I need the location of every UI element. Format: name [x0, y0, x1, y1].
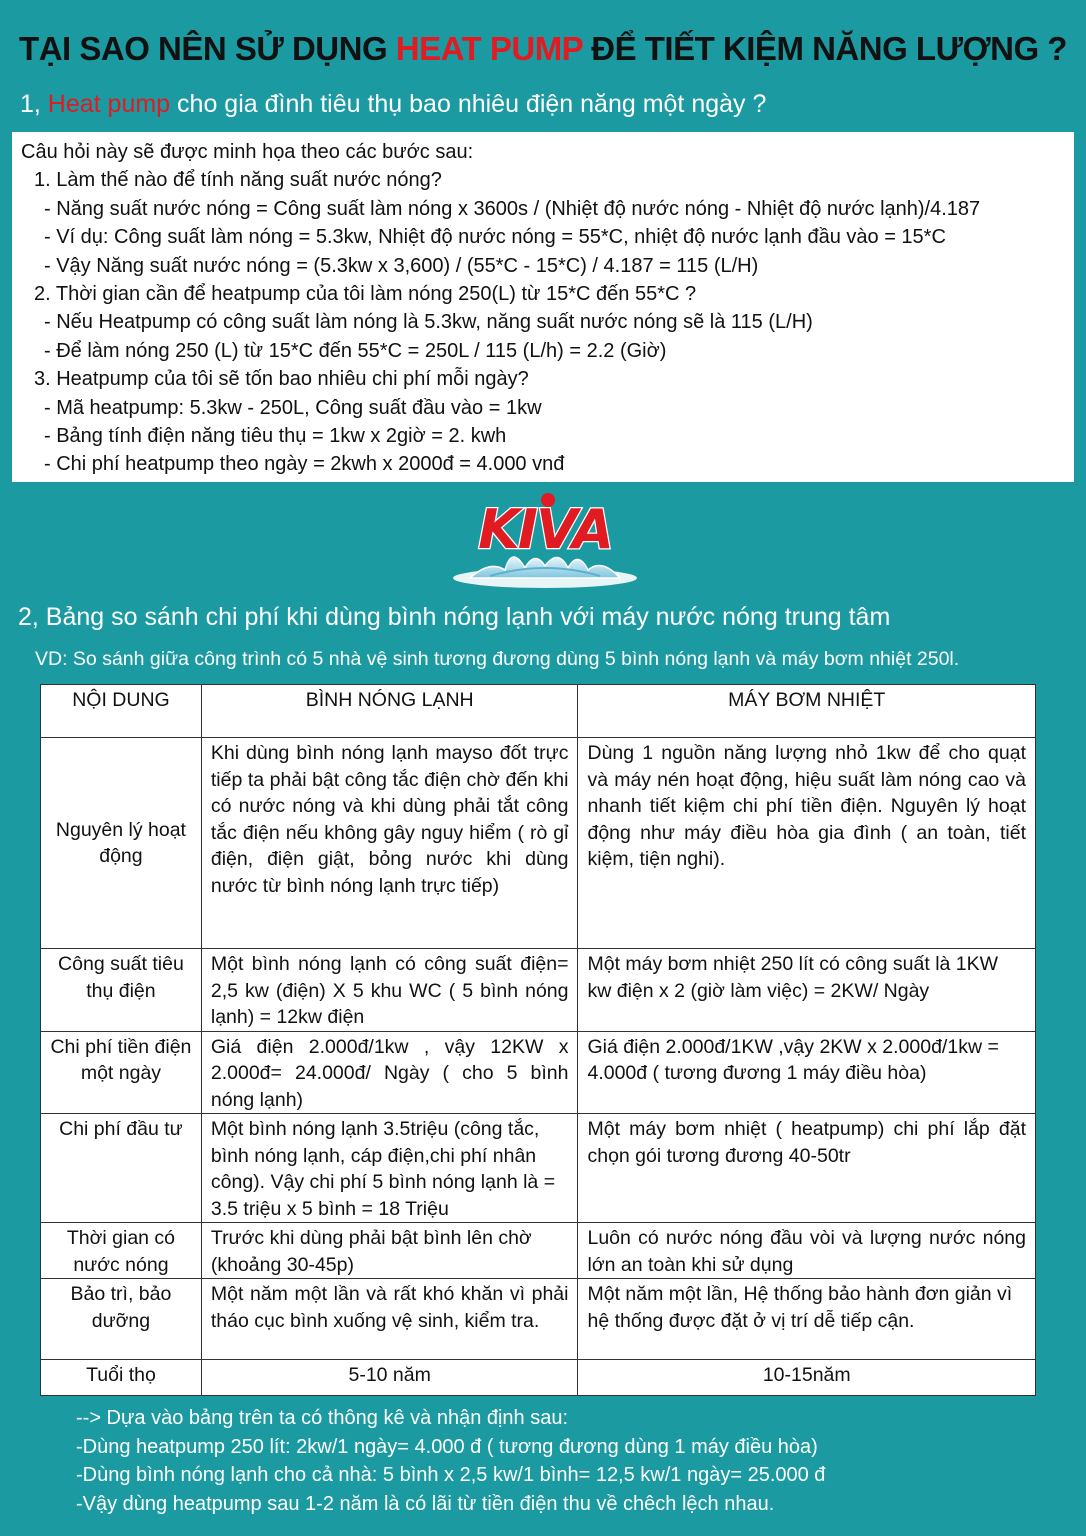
calc-line: - Ví dụ: Công suất làm nóng = 5.3kw, Nhiệt độ nước nóng = 55*C, nhiệt độ nước lạnh đầu vào = 15*C: [44, 226, 946, 249]
table-header: MÁY BƠM NHIỆT: [578, 685, 1036, 738]
calc-line: 1. Làm thế nào để tính năng suất nước nóng?: [34, 169, 442, 192]
table-cell: 5-10 năm: [201, 1360, 578, 1396]
conclusion-line: -Vậy dùng heatpump sau 1-2 năm là có lãi từ tiền điện thu về chêch lệch nhau.: [76, 1492, 775, 1515]
table-row: [41, 1223, 1036, 1279]
page-title: [0, 30, 1086, 68]
title-prefix: TẠI SAO NÊN SỬ DỤNG: [19, 30, 396, 67]
table-row: [41, 1360, 1036, 1396]
calc-line: - Năng suất nước nóng = Công suất làm nóng x 3600s / (Nhiệt độ nước nóng - Nhiệt độ nước lạnh)/4.187: [44, 197, 981, 220]
table-cell: Thời gian có nước nóng: [41, 1223, 202, 1279]
table-header: BÌNH NÓNG LẠNH: [201, 685, 578, 738]
title-suffix: ĐỂ TIẾT KIỆM NĂNG LƯỢNG ?: [582, 30, 1067, 67]
table-cell: Một máy bơm nhiệt ( heatpump) chi phí lắp đặt chọn gói tương đương 40-50tr: [578, 1114, 1036, 1223]
section2-example: VD: So sánh giữa công trình có 5 nhà vệ sinh tương đương dùng 5 bình nóng lạnh và máy bơm nhiệt 250l.: [35, 648, 960, 670]
kiva-logo-text: KIVA: [478, 498, 612, 561]
conclusions: [76, 1404, 825, 1518]
table-cell: Nguyên lý hoạt động: [41, 738, 202, 949]
table-cell: Chi phí tiền điện một ngày: [41, 1031, 202, 1114]
comparison-table: [40, 684, 1036, 1396]
calc-line: 3. Heatpump của tôi sẽ tốn bao nhiêu chi phí mỗi ngày?: [34, 368, 529, 391]
table-row: [41, 1031, 1036, 1114]
table-cell: Một bình nóng lạnh 3.5triệu (công tắc, bình nóng lạnh, cáp điện,chi phí nhân công). Vậy chi phí 5 bình nóng lạnh là = 3.5 triệu x 5 bình = 18 Triệu: [201, 1114, 578, 1223]
table-cell: Luôn có nước nóng đầu vòi và lượng nước nóng lớn an toàn khi sử dụng: [578, 1223, 1036, 1279]
table-cell: Tuổi thọ: [41, 1360, 202, 1396]
conclusion-line: -Dùng heatpump 250 lít: 2kw/1 ngày= 4.000 đ ( tương đương dùng 1 máy điều hòa): [76, 1435, 818, 1458]
table-cell: 10-15năm: [578, 1360, 1036, 1396]
calc-line: - Mã heatpump: 5.3kw - 250L, Công suất đầu vào = 1kw: [44, 396, 542, 419]
table-cell: Công suất tiêu thụ điện: [41, 949, 202, 1032]
section1-highlight: Heat pump: [47, 90, 171, 118]
section1-prefix: 1,: [20, 90, 48, 118]
calc-line: - Chi phí heatpump theo ngày = 2kwh x 2000đ = 4.000 vnđ: [44, 453, 565, 476]
calc-line: 2. Thời gian cần để heatpump của tôi làm nóng 250(L) từ 15*C đến 55*C ?: [34, 283, 697, 306]
table-cell: Một bình nóng lạnh có công suất điện= 2,5 kw (điện) X 5 khu WC ( 5 bình nóng lạnh) = 12kw điện: [201, 949, 578, 1032]
calc-line: - Nếu Heatpump có công suất làm nóng là 5.3kw, năng suất nước nóng sẽ là 115 (L/H): [44, 311, 813, 334]
conclusion-line: -Dùng bình nóng lạnh cho cả nhà: 5 bình x 2,5 kw/1 bình= 12,5 kw/1 ngày= 25.000 đ: [76, 1464, 826, 1486]
table-row: [41, 1279, 1036, 1360]
table-cell: Một máy bơm nhiệt 250 lít có công suất là 1KW kw điện x 2 (giờ làm việc) = 2KW/ Ngày: [578, 949, 1036, 1032]
kiva-logo-graphic: [450, 490, 640, 595]
table-cell: Bảo trì, bảo dưỡng: [41, 1279, 202, 1360]
calc-line: - Bảng tính điện năng tiêu thụ = 1kw x 2giờ = 2. kwh: [44, 425, 507, 448]
calc-line: - Vậy Năng suất nước nóng = (5.3kw x 3,600) / (55*C - 15*C) / 4.187 = 115 (L/H): [44, 254, 759, 277]
section2-heading: 2, Bảng so sánh chi phí khi dùng bình nóng lạnh với máy nước nóng trung tâm: [18, 603, 891, 631]
section1-heading: [20, 90, 766, 119]
table-row: [41, 949, 1036, 1032]
table-row: [41, 1114, 1036, 1223]
table-cell: Dùng 1 nguồn năng lượng nhỏ 1kw để cho quạt và máy nén hoạt động, hiệu suất làm nóng cao và nhanh tiết kiệm chi phí tiền điện. Nguyên lý hoạt động như máy điều hòa gia đình ( an toàn, tiết kiệm, tiện nghi).: [578, 738, 1036, 949]
conclusion-line: --> Dựa vào bảng trên ta có thông kê và nhận định sau:: [76, 1407, 569, 1429]
table-header: NỘI DUNG: [41, 685, 202, 738]
table-cell: Khi dùng bình nóng lạnh mayso đốt trực tiếp ta phải bật công tắc điện chờ đến khi có nước nóng và khi dùng phải tắt công tắc điện nếu không gây nguy hiểm ( rò gỉ điện, điện giật, bỏng nước khi dùng nước từ bình nóng lạnh trực tiếp): [201, 738, 578, 949]
table-cell: Giá điện 2.000đ/1KW ,vậy 2KW x 2.000đ/1kw = 4.000đ ( tương đương 1 máy điều hòa): [578, 1031, 1036, 1114]
title-highlight: HEAT PUMP: [395, 30, 583, 67]
calc-line: - Để làm nóng 250 (L) từ 15*C đến 55*C = 250L / 115 (L/h) = 2.2 (Giờ): [44, 339, 667, 362]
calculation-box: [12, 132, 1074, 482]
table-header-row: [41, 685, 1036, 738]
table-cell: Một năm một lần và rất khó khăn vì phải tháo cục bình xuống vệ sinh, kiểm tra.: [201, 1279, 578, 1360]
section1-rest: cho gia đình tiêu thụ bao nhiêu điện năng một ngày ?: [170, 90, 767, 118]
table-row: [41, 738, 1036, 949]
table-cell: Trước khi dùng phải bật bình lên chờ (khoảng 30-45p): [201, 1223, 578, 1279]
calc-line: Câu hỏi này sẽ được minh họa theo các bước sau:: [21, 141, 474, 163]
table-cell: Giá điện 2.000đ/1kw , vậy 12KW x 2.000đ= 24.000đ/ Ngày ( cho 5 bình nóng lạnh): [201, 1031, 578, 1114]
table-cell: Một năm một lần, Hệ thống bảo hành đơn giản vì hệ thống được đặt ở vị trí dễ tiếp cận.: [578, 1279, 1036, 1360]
kiva-logo: [450, 490, 640, 595]
table-cell: Chi phí đầu tư: [41, 1114, 202, 1223]
